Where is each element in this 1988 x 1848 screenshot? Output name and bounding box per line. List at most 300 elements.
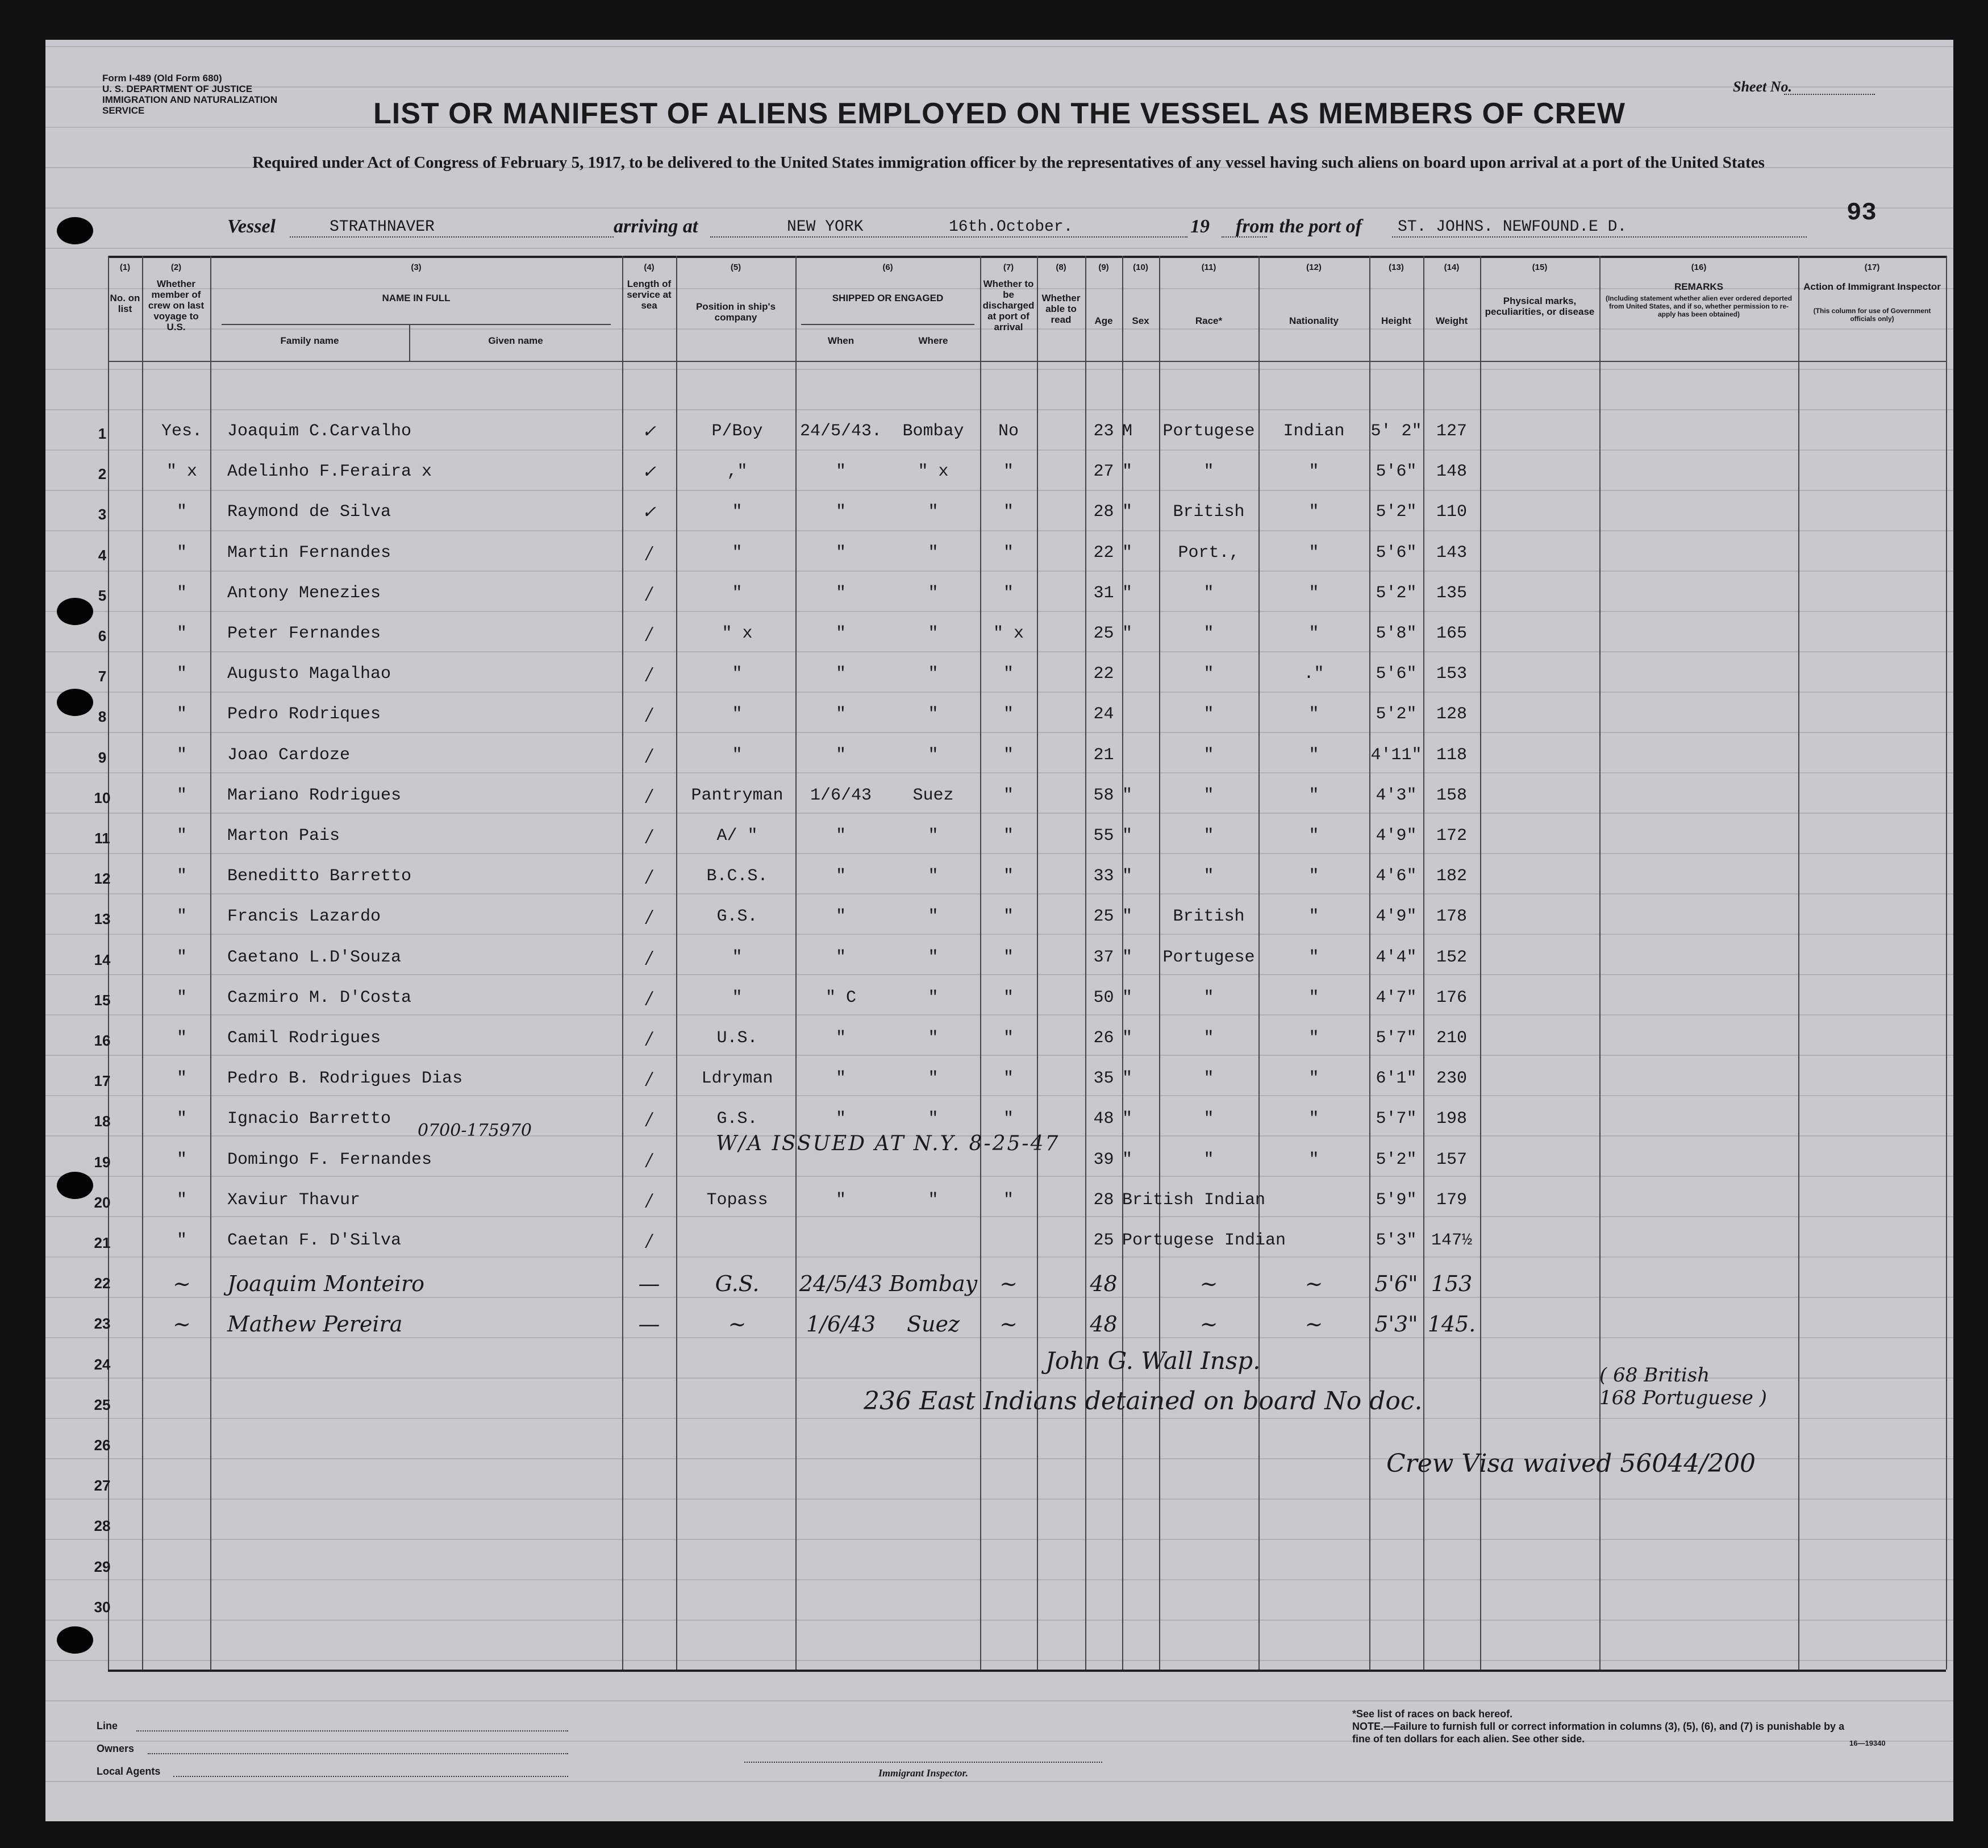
from-port: ST. JOHNS. NEWFOUND.E D. [1398,218,1627,236]
cell-position: " [732,502,743,522]
cell-nationality: " [1308,907,1319,927]
col-heading-inspector-note: (This column for use of Government officials only) [1813,307,1931,323]
cell-service: — [638,1312,660,1337]
row-number: 22 [94,1275,111,1292]
cell-weight: 128 [1436,705,1467,725]
cell-when: " [835,745,846,765]
cell-age: 26 [1093,1029,1114,1048]
cell-height: 5'2" [1376,583,1417,603]
form-id-line: U. S. DEPARTMENT OF JUSTICE [102,84,253,94]
cell-service: ✓ [641,502,657,523]
cell-when: 1/6/43 [810,785,872,805]
cell-height: 4'3" [1376,785,1417,805]
cell-height: 4'9" [1376,826,1417,846]
cell-age: 24 [1093,705,1114,725]
cell-discharge: " x [993,624,1024,643]
cell-where: " [928,988,939,1008]
cell-race: British [1173,502,1245,522]
cell-position: " [732,664,743,684]
cell-name: Ignacio Barretto [227,1109,391,1129]
cell-where: " [928,664,939,684]
row-number: 27 [94,1477,111,1495]
cell-where: Suez [912,785,954,805]
year-label: 19 [1190,216,1210,237]
cell-race: " [1203,462,1214,482]
col-number: (12) [1306,263,1322,272]
cell-sex: " [1122,907,1133,927]
cell-discharge: " [1003,826,1014,846]
cell-age: 28 [1093,502,1114,522]
col-number: (7) [1003,263,1014,272]
col-number: (1) [119,263,131,272]
col-heading-given-name: Given name [488,335,543,346]
cell-name: Joaquim C.Carvalho [227,422,412,441]
cell-age: 55 [1093,826,1114,846]
sheet-no-label: Sheet No. [1733,78,1792,95]
cell-prev: " [176,1109,187,1129]
col-heading-nationality: Nationality [1289,315,1339,326]
col-number: (5) [730,263,741,272]
arrival-field-line [710,236,1187,238]
cell-position: ~ [728,1312,747,1337]
row-number: 21 [94,1234,111,1251]
cell-position: U.S. [716,1029,758,1048]
col-heading-inspector-action: Action of Immigrant Inspector [1803,281,1941,292]
cell-weight: 153 [1436,664,1467,684]
cell-name: Marton Pais [227,826,340,846]
cell-nationality: " [1308,502,1319,522]
cell-name: Mariano Rodrigues [227,785,402,805]
row-number: 15 [94,991,111,1009]
cell-age: 35 [1093,1069,1114,1089]
cell-nationality: " [1308,1109,1319,1129]
row-number: 20 [94,1193,111,1211]
cell-race: " [1203,1150,1214,1169]
cell-prev: " [176,745,187,765]
cell-discharge: " [1003,785,1014,805]
cell-position: G.S. [716,907,758,927]
cell-age: 37 [1093,947,1114,967]
cell-service: ✓ [641,462,657,482]
cell-discharge: " [1003,583,1014,603]
cell-height: 5'2" [1376,1150,1417,1169]
cell-where: " [928,867,939,886]
cell-name: Francis Lazardo [227,907,381,927]
col-heading-read: Whether able to read [1041,293,1081,325]
cell-where: " [928,624,939,643]
cell-sex: " [1122,624,1133,643]
cell-discharge: " [1003,1109,1014,1129]
cell-weight: 178 [1436,907,1467,927]
cell-discharge: " [1003,988,1014,1008]
col-heading-race: Race* [1195,315,1223,326]
cell-position: G.S. [716,1109,758,1129]
col-number: (6) [882,263,893,272]
row-number: 28 [94,1517,111,1535]
cell-name: Raymond de Silva [227,502,391,522]
col-heading-remarks: REMARKS [1674,281,1723,292]
row-number: 9 [98,748,107,766]
row-number: 2 [98,465,107,483]
cell-service: / [646,826,652,846]
col-number: (3) [411,263,422,272]
cell-race: Portugese [1162,947,1255,967]
cell-weight: 148 [1436,462,1467,482]
binder-hole [57,1626,93,1654]
cell-position: G.S. [715,1271,760,1297]
col-number: (16) [1691,263,1707,272]
cell-discharge: " [1003,1190,1014,1210]
cell-name: Domingo F. Fernandes [227,1150,432,1169]
cell-nationality: Indian [1283,422,1345,441]
row-number: 26 [94,1437,111,1454]
cell-race: " [1203,705,1214,725]
cell-prev: " [176,1029,187,1048]
cell-height: 5'2" [1376,705,1417,725]
row-number: 10 [94,789,111,806]
cell-name: Cazmiro M. D'Costa [227,988,412,1008]
col-heading-shipped: SHIPPED OR ENGAGED [832,293,944,303]
from-port-label: from the port of [1236,216,1362,237]
footer-line-label: Line [97,1720,118,1732]
cell-prev: " [176,543,187,563]
cell-age: 48 [1093,1109,1114,1129]
cell-discharge: No [998,422,1019,441]
cell-discharge: ~ [999,1312,1018,1337]
cell-nationality: " [1308,1029,1319,1048]
col-heading-weight: Weight [1435,315,1468,326]
row-number: 3 [98,506,107,523]
cell-prev: " [176,1150,187,1169]
cell-weight: 176 [1436,988,1467,1008]
cell-when: " [835,907,846,927]
col-heading-remarks-note: (Including statement whether alien ever ordered deported from United States, and if so, whether permission to re-apply has been obtained) [1605,294,1793,318]
cell-age: 48 [1090,1271,1118,1297]
cell-weight: 230 [1436,1069,1467,1089]
cell-service: ✓ [641,422,657,442]
col-heading-position: Position in ship's company [695,301,776,323]
cell-name: Beneditto Barretto [227,867,412,886]
col-number: (15) [1532,263,1548,272]
cell-age: 33 [1093,867,1114,886]
cell-height: 5'8" [1376,624,1417,643]
row-number: 8 [98,708,107,726]
cell-age: 28 [1093,1190,1114,1210]
cell-service: / [646,745,652,765]
cell-prev: " [176,664,187,684]
cell-where: " [928,1190,939,1210]
cell-name: Mathew Pereira [227,1312,403,1337]
cell-nationality: " [1308,583,1319,603]
col-number: (10) [1133,263,1148,272]
footer-owners-label: Owners [97,1743,135,1754]
cell-height: 5'7" [1376,1029,1417,1048]
col-divider [1946,256,1947,1670]
cell-prev: " [176,947,187,967]
cell-when: " [835,867,846,886]
cell-sex: " [1122,988,1133,1008]
vessel-name: STRATHNAVER [330,218,435,236]
cell-race: " [1203,1069,1214,1089]
cell-race: " [1203,867,1214,886]
cell-sex: " [1122,1029,1133,1048]
nationality-split-note: ( 68 British 168 Portuguese ) [1599,1364,1767,1409]
cell-discharge: " [1003,705,1014,725]
cell-name: Peter Fernandes [227,624,381,643]
cell-discharge: " [1003,867,1014,886]
cell-age: 58 [1093,785,1114,805]
cell-weight: 145. [1427,1312,1476,1337]
inspector-label: Immigrant Inspector. [878,1767,969,1779]
cell-service: / [646,1190,652,1210]
page-title: LIST OR MANIFEST OF ALIENS EMPLOYED ON THE VESSEL AS MEMBERS OF CREW [373,97,1626,130]
cell-nationality: " [1308,745,1319,765]
cell-service: / [646,1150,652,1170]
cell-when: " [835,705,846,725]
row-number: 25 [94,1396,111,1413]
cell-name: Antony Menezies [227,583,381,603]
cell-service: / [646,907,652,927]
cell-discharge: " [1003,543,1014,563]
cell-when: " [835,462,846,482]
row-number: 13 [94,910,111,928]
arrival-date: 16th.October. [949,218,1073,236]
row-number: 14 [94,951,111,968]
cell-name: Caetano L.D'Souza [227,947,402,967]
cell-nationality: " [1308,867,1319,886]
cell-prev: ~ [173,1312,191,1337]
col-heading-discharge: Whether to be discharged at port of arrival [982,278,1035,332]
cell-when: " [835,502,846,522]
cell-position: P/Boy [711,422,763,441]
cell-position: " [732,947,743,967]
col-number: (9) [1098,263,1109,272]
cell-name: Joaquim Monteiro [227,1271,425,1297]
cell-height: 6'1" [1376,1069,1417,1089]
col-divider [1798,256,1799,1670]
cell-prev: " [176,867,187,886]
cell-where: " [928,1029,939,1048]
cell-age: 31 [1093,583,1114,603]
col-divider [142,256,143,1670]
cell-when: " [835,664,846,684]
col-heading-sex: Sex [1132,315,1149,326]
cell-name: Pedro B. Rodrigues Dias [227,1069,463,1089]
cell-height: 5'9" [1376,1190,1417,1210]
cell-height: 5'3" [1376,1231,1417,1250]
cell-where: Bombay [902,422,964,441]
cell-when: " [835,947,846,967]
cell-where: " [928,705,939,725]
warrant-note: W/A ISSUED AT N.Y. 8-25-47 [716,1132,1060,1155]
col-heading-age: Age [1094,315,1113,326]
cell-age: 25 [1093,907,1114,927]
cell-when: " C [825,988,856,1008]
cell-nationality: " [1308,947,1319,967]
cell-race: " [1203,1029,1214,1048]
form-id-line: IMMIGRATION AND NATURALIZATION SERVICE [102,94,278,116]
cell-when: 24/5/43. [799,422,882,441]
cell-when: " [835,624,846,643]
cell-when: " [835,826,846,846]
cell-sex: " [1122,826,1133,846]
col-number: (4) [644,263,655,272]
col-heading-when: When [827,335,855,346]
cell-when: " [835,583,846,603]
cell-weight: 165 [1436,624,1467,643]
cell-position: " [732,543,743,563]
cell-position: Topass [706,1190,768,1210]
cell-sex: M [1122,422,1133,441]
cell-age: 27 [1093,462,1114,482]
cell-name: Pedro Rodriques [227,705,381,725]
cell-nationality: " [1308,988,1319,1008]
cell-race: ~ [1199,1312,1218,1337]
cell-when: " [835,1029,846,1048]
cell-service: — [638,1271,660,1297]
cell-prev: " x [166,462,197,482]
cell-position: B.C.S. [706,867,768,886]
cell-weight: 153 [1431,1271,1473,1297]
cell-height: 5'7" [1376,1109,1417,1129]
cell-nationality: " [1308,1069,1319,1089]
footer-notes [1352,1708,1864,1745]
cell-weight: 198 [1436,1109,1467,1129]
col-divider [676,256,677,1670]
cell-prev: " [176,1231,187,1250]
table-header-rule [108,361,1946,362]
cell-weight: 152 [1436,947,1467,967]
row-number: 1 [98,425,107,442]
cell-weight: 143 [1436,543,1467,563]
cell-weight: 179 [1436,1190,1467,1210]
cell-position: A/ " [716,826,758,846]
cell-service: / [646,1231,652,1251]
col-heading-physical-marks: Physical marks, peculiarities, or disease [1485,295,1595,317]
cell-position: " [732,988,743,1008]
cell-prev: " [176,502,187,522]
cell-race: " [1203,1109,1214,1129]
cell-nationality: ." [1303,664,1324,684]
cell-where: " [928,583,939,603]
cell-height: 4'11" [1370,745,1422,765]
cell-service: / [646,867,652,887]
row-number: 19 [94,1153,111,1171]
cell-prev: " [176,1190,187,1210]
cell-position: ," [727,462,748,482]
races-note: *See list of races on back hereof. [1352,1708,1513,1720]
col-number: (17) [1864,263,1880,272]
sheet-no-field [1784,94,1875,95]
cell-service: / [646,705,652,725]
cell-discharge: ~ [999,1271,1018,1297]
cell-nationality: " [1308,826,1319,846]
cell-where: Suez [906,1312,960,1337]
page-subtitle: Required under Act of Congress of February 5, 1917, to be delivered to the United States immigration officer by the representatives of any vessel having such aliens on board upon arrival at a port of the United States [252,153,1765,172]
fine-note: NOTE.—Failure to furnish full or correct information in columns (3), (5), (6), and (7) is punishable by a fine of ten dollars for each alien. See other side. [1352,1721,1845,1745]
row-number: 6 [98,627,107,644]
inspector-signature-line [744,1762,1102,1763]
cell-sex: " [1122,1069,1133,1089]
cell-height: 5'6" [1376,462,1417,482]
cell-race: " [1203,785,1214,805]
cell-race: Port., [1178,543,1240,563]
cell-age: 39 [1093,1150,1114,1169]
cell-weight: 147½ [1431,1231,1472,1250]
cell-where: " x [918,462,949,482]
col-number: (13) [1389,263,1404,272]
cell-where: " [928,907,939,927]
cell-race: " [1203,624,1214,643]
cell-name: Augusto Magalhao [227,664,391,684]
cell-when: " [835,1069,846,1089]
cell-discharge: " [1003,907,1014,927]
cell-nationality: " [1308,705,1319,725]
col-heading-where: Where [918,335,948,346]
row-number: 17 [94,1072,111,1090]
cell-service: / [646,1069,652,1089]
cell-sex: " [1122,502,1133,522]
cell-nationality: " [1308,785,1319,805]
cell-name: Caetan F. D'Silva [227,1231,402,1250]
row-number: 7 [98,668,107,685]
cell-age: 22 [1093,543,1114,563]
inspector-signature: John G. Wall Insp. [1045,1347,1261,1375]
cell-service: / [646,624,652,644]
cell-age: 22 [1093,664,1114,684]
cell-sex: " [1122,462,1133,482]
cell-race: " [1203,745,1214,765]
cell-sex: " [1122,785,1133,805]
row-number: 11 [94,830,110,847]
cell-discharge: " [1003,947,1014,967]
footer-line-field [136,1730,568,1732]
cell-service: / [646,543,652,563]
col-divider [1037,256,1038,1670]
cell-prev: " [176,826,187,846]
cell-prev: " [176,907,187,927]
vessel-label: Vessel [227,216,276,237]
cell-discharge: " [1003,502,1014,522]
col-number: (14) [1444,263,1460,272]
row-number: 30 [94,1598,111,1616]
footer-agents-field [173,1776,568,1777]
cell-sex: " [1122,947,1133,967]
cell-prev: " [176,785,187,805]
col-heading-no: No. on list [110,293,140,314]
cell-where: " [928,1069,939,1089]
row-number: 29 [94,1558,111,1575]
cell-weight: 110 [1436,502,1467,522]
cell-race: " [1203,988,1214,1008]
table-top-rule [108,256,1946,258]
cell-position: Ldryman [701,1069,773,1089]
cell-race: Portugese [1162,422,1255,441]
cell-weight: 182 [1436,867,1467,886]
cell-age: 50 [1093,988,1114,1008]
cell-age: 25 [1093,624,1114,643]
col-heading-name: NAME IN FULL [382,293,451,303]
cell-sex: " [1122,1150,1133,1169]
cell-prev: " [176,1069,187,1089]
cell-age: 25 [1093,1231,1114,1250]
cell-age: 48 [1090,1312,1118,1337]
cell-height: 4'9" [1376,907,1417,927]
cell-prev: " [176,705,187,725]
cell-height: 4'6" [1376,867,1417,886]
cell-position: " [732,705,743,725]
cell-service: / [646,664,652,685]
